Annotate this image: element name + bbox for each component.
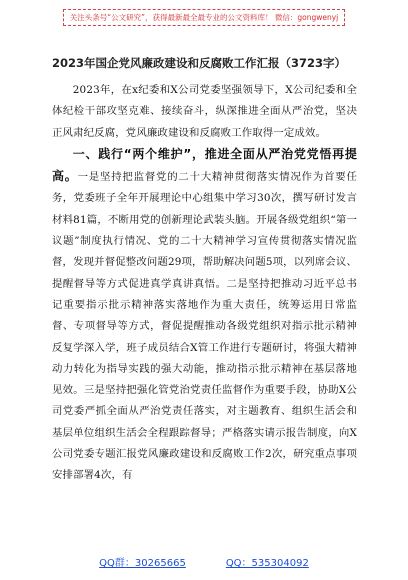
intro-paragraph: 2023年，在x纪委和X公司党委坚强领导下，X公司纪委和全体纪检干部攻坚克难、接续奋斗，纵深推进全面从严治党，坚决正风肃纪反腐，党风廉政建设和反腐败工作取得一定成效。	[52, 84, 357, 139]
footer-qq-link[interactable]: QQ：535304092	[225, 558, 309, 569]
top-banner	[0, 0, 408, 34]
section-1-body: 一是坚持把监督党的二十大精神贯彻落实情况作为首要任务，党委班子全年开展理论中心组集中学习30次，撰写研讨发言材料81篇，不断用党的创新理论武装头脑。开展各级党组织“第一议题”制度执行情况、党的二十大精神学习宣传贯彻落实情况监督，发现并督促整改问题29项，帮助解决问题5项，以列席会议、提醒督导等方式促进真学真讲真悟。二是坚持把推动习近平总书记重要指示批示精神落实落地作为重大责任，统筹运用日常监督、专项督导等方式，督促提醒推动各级党组织对指示批示精神反复学深入学，班子成员结合X管工作进行专题研讨，将强大精神动力转化为指导实践的强大动能，推动指示批示精神在基层落地见效。三是坚持把强化管党治党责任监督作为重要手段，协助X公司党委严抓全面从严治党责任落实，对主题教育、组织生活会和基层单位组织生活会全程跟踪督导；严格落实请示报告制度，向X公司党委专题汇报党风廉政建设和反腐败工作2次，研究重点事项安排部署4次，有	[52, 171, 357, 482]
section-1-heading: 一、践行“两个维护”，推进全面从严治党党悟再提高。	[52, 146, 357, 184]
section-1-paragraph	[52, 144, 357, 487]
footer	[0, 554, 408, 574]
document-body	[52, 80, 357, 487]
document-title: 2023年国企党风廉政建设和反腐败工作汇报（3723字）	[52, 56, 347, 70]
banner-text: 关注头条号“公文研究”，获得最新最全最专业的公文资料库！ 微信：gongwenyj	[63, 9, 346, 26]
footer-qq-group-link[interactable]: QQ群：30265665	[99, 558, 186, 569]
